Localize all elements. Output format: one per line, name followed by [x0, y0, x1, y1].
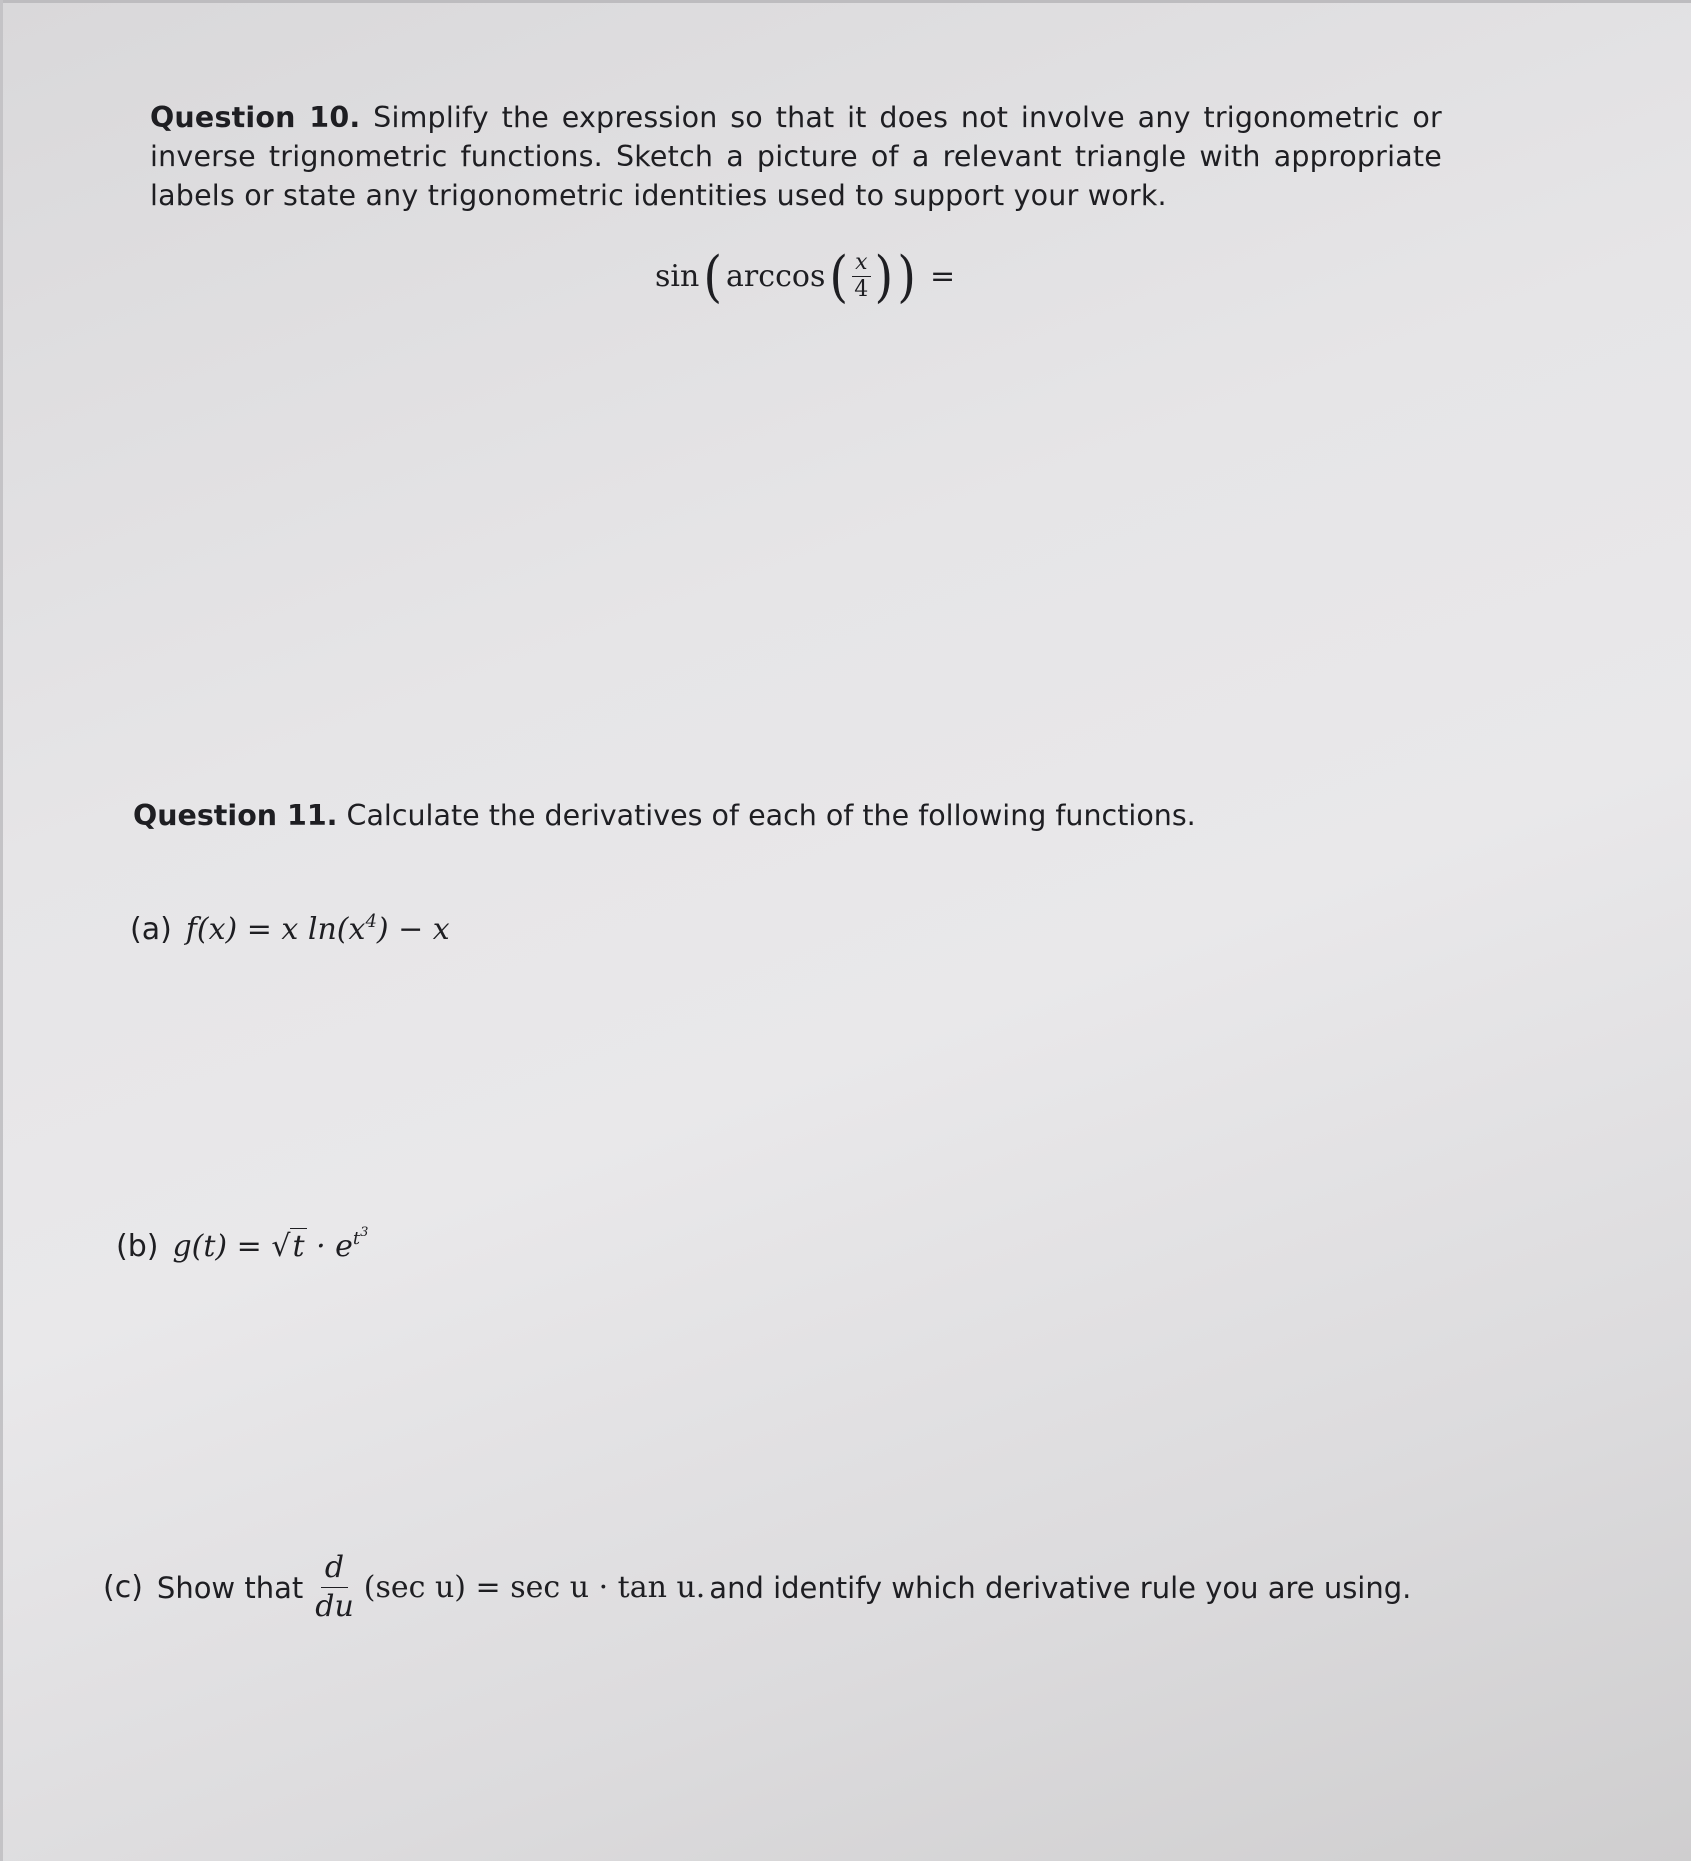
part-b-label: (b) — [116, 1229, 159, 1264]
left-paren-outer: ( — [703, 244, 723, 309]
radical-sign: √ — [271, 1229, 291, 1264]
page-top-edge — [0, 0, 1691, 3]
derivative-denominator: du — [315, 1589, 354, 1624]
square-root — [271, 1229, 306, 1264]
sin-function: sin — [655, 259, 700, 294]
question-11 — [133, 796, 1196, 835]
question-11-label: Question 11. — [133, 799, 338, 832]
left-paren-inner: ( — [829, 244, 849, 309]
part-c — [103, 1550, 1412, 1624]
question-10-expression — [655, 244, 956, 309]
right-paren-inner: ) — [874, 244, 894, 309]
part-b-exponent — [352, 1225, 369, 1249]
question-10-text: Simplify the expression so that it does not involve any trigonometric or inverse trignometric functions. Sketch a picture of a relevant triangle with appropriate labels or state any trigonometric identities used to support your work. — [150, 101, 1442, 212]
part-c-label: (c) — [103, 1570, 143, 1605]
right-paren-outer: ) — [897, 244, 916, 309]
part-a-label: (a) — [130, 912, 172, 947]
part-b-lhs: g(t) = — [172, 1229, 272, 1264]
part-a-expression — [186, 912, 450, 947]
equals-sign: = — [929, 259, 956, 294]
part-a-exponent: 4 — [365, 911, 377, 932]
part-c-expression: (sec u) = sec u · tan u. — [363, 1570, 706, 1605]
part-b-exp-power: 3 — [360, 1225, 369, 1240]
fraction-numerator: x — [852, 252, 870, 277]
radicand: t — [292, 1229, 305, 1264]
derivative-numerator: d — [321, 1553, 348, 1588]
part-b-dot-e: · e — [306, 1229, 353, 1264]
part-b — [116, 1225, 369, 1264]
question-10 — [150, 98, 1442, 215]
part-a-lhs: f(x) = x ln(x — [185, 912, 366, 947]
derivative-operator — [315, 1550, 354, 1624]
part-a-rhs: ) − x — [376, 912, 450, 947]
part-c-tail: and identify which derivative rule you are using. — [709, 1570, 1412, 1605]
part-c-show-that: Show that — [156, 1570, 304, 1605]
page-left-edge — [0, 0, 3, 1861]
fraction-x-over-4 — [852, 252, 870, 301]
arccos-function: arccos — [726, 259, 826, 294]
question-10-label: Question 10. — [150, 101, 361, 134]
part-b-expression — [172, 1225, 369, 1264]
part-a — [130, 912, 450, 947]
part-b-exp-base: t — [352, 1228, 361, 1249]
fraction-denominator: 4 — [854, 277, 869, 302]
question-11-text: Calculate the derivatives of each of the following functions. — [346, 799, 1196, 832]
